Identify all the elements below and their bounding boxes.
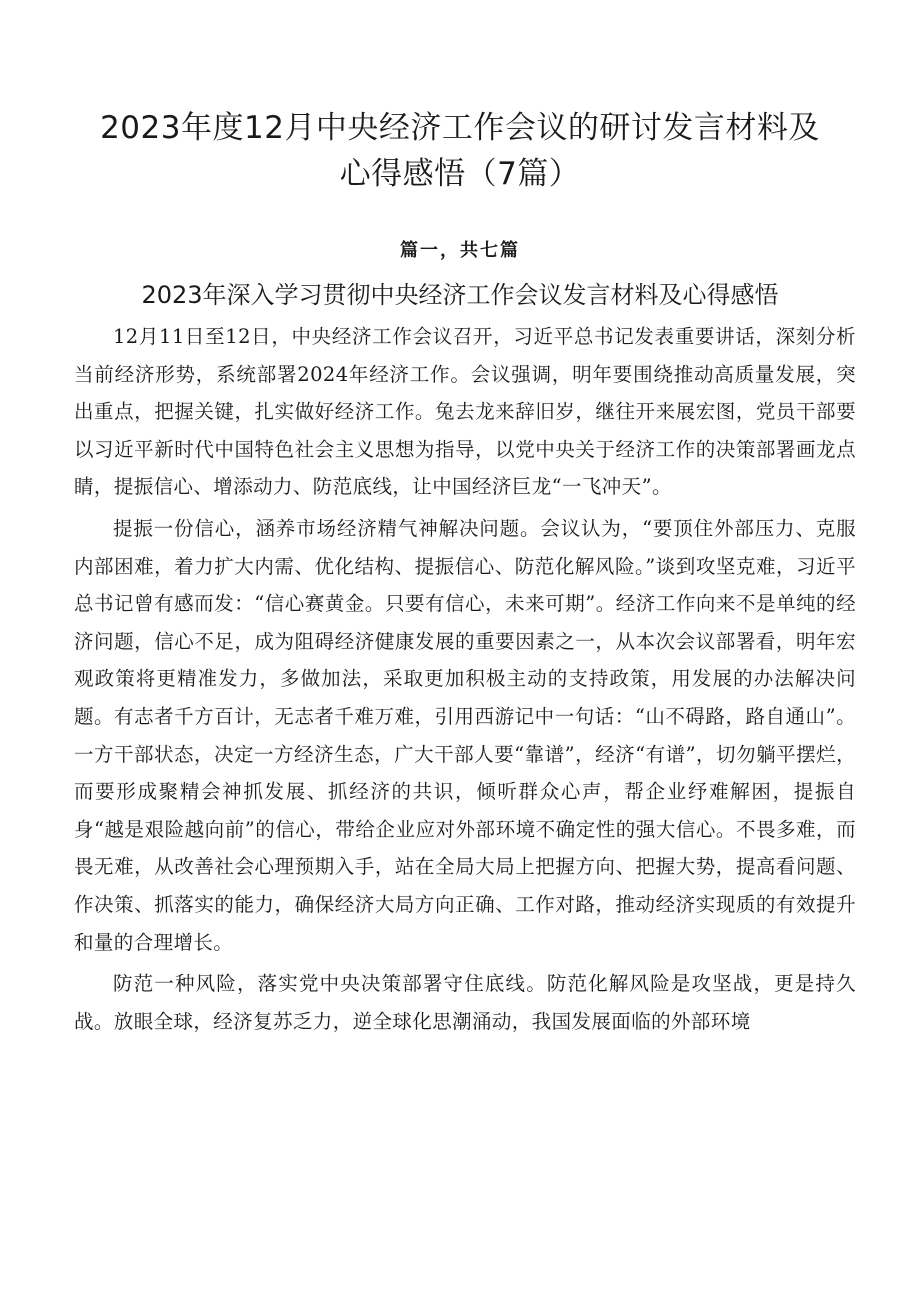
paragraph: 12月11日至12日，中央经济工作会议召开，习近平总书记发表重要讲话，深刻分析当前经济形势，系统部署2024年经济工作。会议强调，明年要围绕推动高质量发展，突出重点，把握关键，扎实做好经济工作。兔去龙来辞旧岁，继往开来展宏图，党员干部要以习近平新时代中国特色社会主义思想为指导，以党中央关于经济工作的决策部署画龙点睛，提振信心、增添动力、防范底线，让中国经济巨龙“一飞冲天”。 (74, 325, 856, 499)
section-label: 篇一，共七篇 (400, 240, 520, 261)
document-title: 2023年度12月中央经济工作会议的研讨发言材料及心得感悟（7篇） (100, 110, 820, 192)
paragraph: 提振一份信心，涵养市场经济精气神解决问题。会议认为，“要顶住外部压力、克服内部困难，着力扩大内需、优化结构、提振信心、防范化解风险。”谈到攻坚克难，习近平总书记曾有感而发：“信心赛黄金。只要有信心，未来可期”。经济工作向来不是单纯的经济问题，信心不足，成为阻碍经济健康发展的重要因素之一，从本次会议部署看，明年宏观政策将更精准发力，多做加法，采取更加积极主动的支持政策，用发展的办法解决问题。有志者千方百计，无志者千难万难，引用西游记中一句话：“山不碍路，路自通山”。一方干部状态，决定一方经济生态，广大干部人要“靠谱”，经济“有谱”，切勿躺平摆烂，而要形成聚精会神抓发展、抓经济的共识，倾听群众心声，帮企业纾难解困，提振自身“越是艰险越向前”的信心，带给企业应对外部环境不确定性的强大信心。不畏多难，而畏无难，从改善社会心理预期入手，站在全局大局上把握方向、把握大势，提高看问题、作决策、抓落实的能力，确保经济大局方向正确、工作对路，推动经济实现质的有效提升和量的合理增长。 (74, 516, 856, 954)
article-title: 2023年深入学习贯彻中央经济工作会议发言材料及心得感悟 (141, 281, 779, 309)
article-body (74, 318, 856, 1044)
paragraph: 防范一种风险，落实党中央决策部署守住底线。防范化解风险是攻坚战，更是持久战。放眼全球，经济复苏乏力，逆全球化思潮涌动，我国发展面临的外部环境 (74, 972, 856, 1033)
